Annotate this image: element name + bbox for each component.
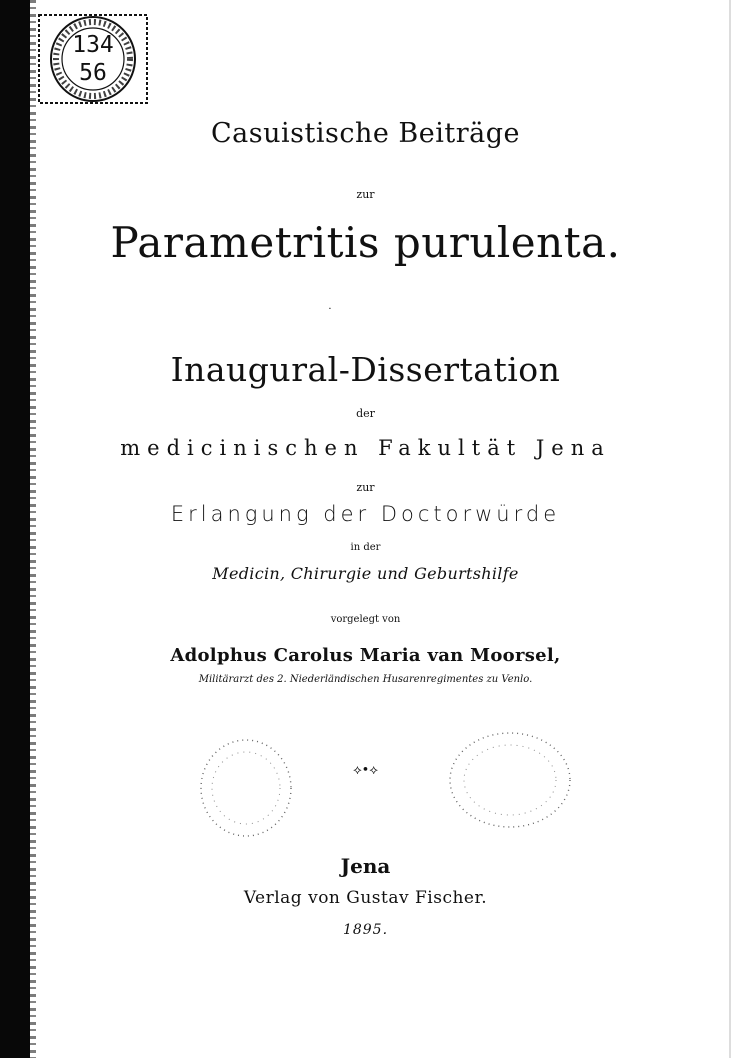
ornament: ⟡•⟡ xyxy=(353,763,378,778)
dissertation-heading: Inaugural-Dissertation xyxy=(170,350,561,389)
zur-connector: zur xyxy=(356,188,375,201)
presented-by: vorgelegt von xyxy=(330,614,401,625)
separator-dot: · xyxy=(328,304,332,315)
embossed-seal-left xyxy=(196,736,296,840)
library-stamp xyxy=(38,14,148,104)
in-der-connector: in der xyxy=(350,542,381,553)
degree-line: Erlangung der Doctorwürde xyxy=(170,502,561,526)
publisher: Verlag von Gustav Fischer. xyxy=(243,888,488,908)
author-position: Militärarzt des 2. Niederländischen Husarenregimentes zu Venlo. xyxy=(198,674,533,685)
embossed-seal-right xyxy=(444,728,576,832)
publication-year: 1895. xyxy=(342,922,389,938)
der-connector: der xyxy=(356,407,375,420)
subtitle: Casuistische Beiträge xyxy=(211,118,520,149)
stamp-number-bottom: 56 xyxy=(79,60,107,86)
author-name: Adolphus Carolus Maria van Moorsel, xyxy=(170,645,561,666)
publication-city: Jena xyxy=(340,854,391,878)
faculty-line: medicinischen Fakultät Jena xyxy=(120,436,611,460)
fields-line: Medicin, Chirurgie und Geburtshilfe xyxy=(212,564,519,583)
main-title: Parametritis purulenta. xyxy=(110,218,621,267)
zur-connector-2: zur xyxy=(356,481,375,494)
stamp-number-top: 134 xyxy=(72,32,114,58)
